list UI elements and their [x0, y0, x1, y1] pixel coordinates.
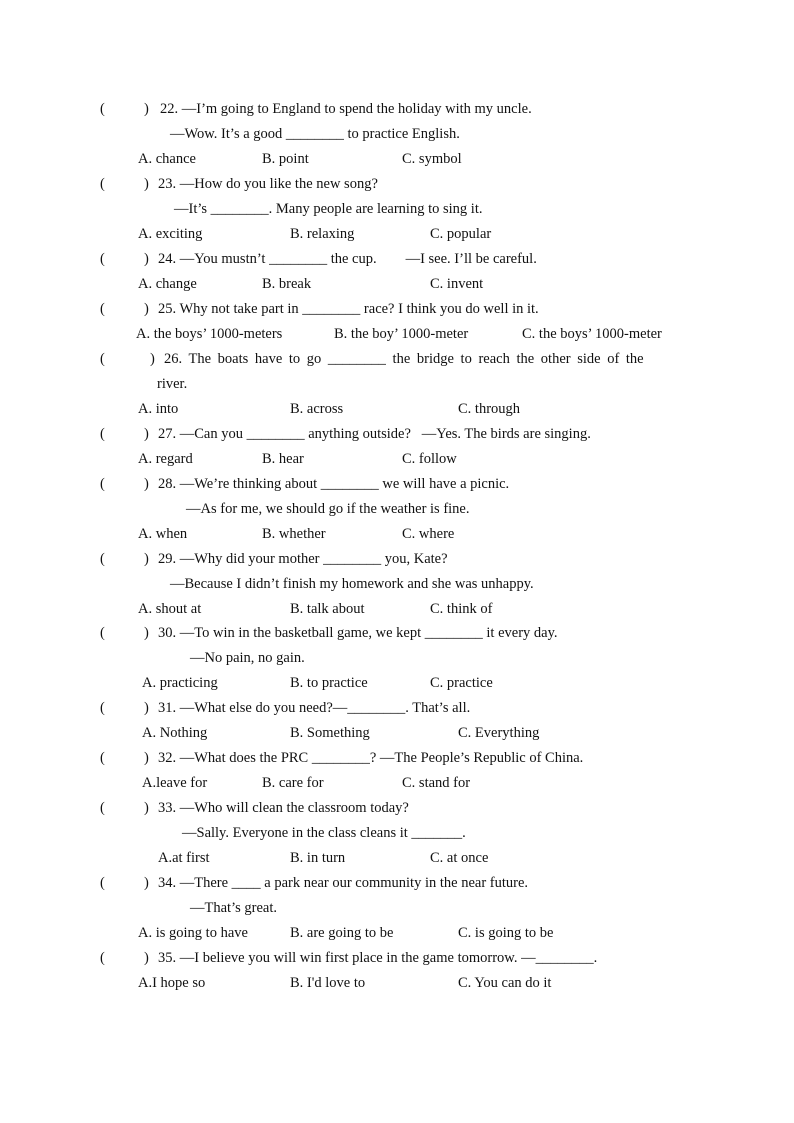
question-23 [100, 172, 710, 247]
option-b: B. to practice [290, 675, 368, 691]
question-reply: —That’s great. [190, 900, 277, 916]
question-stem: 30. —To win in the basketball game, we kept ________ it every day. [158, 625, 558, 641]
question-stem: 27. —Can you ________ anything outside? —Yes. The birds are singing. [158, 426, 591, 442]
option-c: C. through [458, 401, 521, 417]
question-22 [100, 97, 710, 172]
answer-paren-close: ) [150, 351, 155, 367]
question-31 [100, 696, 710, 746]
option-a: A. practicing [142, 675, 218, 691]
question-27 [100, 422, 710, 472]
question-24 [100, 247, 710, 297]
option-c: C. popular [430, 226, 492, 242]
answer-paren-close: ) [144, 476, 149, 492]
option-c: C. the boys’ 1000-meter [522, 326, 662, 342]
answer-paren-open: ( [100, 875, 105, 891]
option-c: C. is going to be [458, 925, 554, 941]
option-b: B. across [290, 401, 344, 417]
option-b: B. relaxing [290, 226, 355, 242]
question-25 [100, 297, 710, 347]
option-b: B. break [262, 276, 312, 292]
option-b: B. point [262, 151, 309, 167]
answer-paren-close: ) [144, 101, 149, 117]
answer-paren-close: ) [144, 950, 149, 966]
question-stem: 33. —Who will clean the classroom today? [158, 800, 409, 816]
option-a: A.I hope so [138, 975, 206, 991]
option-c: C. at once [430, 850, 489, 866]
answer-paren-close: ) [144, 426, 149, 442]
option-b: B. talk about [290, 601, 365, 617]
answer-paren-open: ( [100, 426, 105, 442]
question-stem: 26. The boats have to go ________ the bridge to reach the other side of the [164, 351, 644, 367]
option-c: C. follow [402, 451, 457, 467]
question-reply: —It’s ________. Many people are learning to sing it. [174, 201, 483, 217]
question-stem: 34. —There ____ a park near our community in the near future. [158, 875, 529, 891]
question-stem: 32. —What does the PRC ________? —The People’s Republic of China. [158, 750, 584, 766]
option-c: C. stand for [402, 775, 471, 791]
option-c: C. You can do it [458, 975, 552, 991]
answer-paren-close: ) [144, 551, 149, 567]
question-reply: —Because I didn’t finish my homework and she was unhappy. [170, 576, 534, 592]
answer-paren-close: ) [144, 625, 149, 641]
option-a: A.leave for [142, 775, 208, 791]
answer-paren-open: ( [100, 101, 105, 117]
option-a: A. the boys’ 1000-meters [136, 326, 283, 342]
question-35 [100, 946, 710, 996]
question-28 [100, 472, 710, 547]
question-stem: 25. Why not take part in ________ race? I think you do well in it. [158, 301, 539, 317]
option-b: B. in turn [290, 850, 346, 866]
option-b: B. care for [262, 775, 324, 791]
answer-paren-open: ( [100, 476, 105, 492]
question-stem: 28. —We’re thinking about ________ we will have a picnic. [158, 476, 510, 492]
option-a: A. change [138, 276, 197, 292]
option-c: C. invent [430, 276, 484, 292]
question-stem: 22. —I’m going to England to spend the holiday with my uncle. [160, 101, 532, 117]
option-c: C. symbol [402, 151, 462, 167]
answer-paren-close: ) [144, 875, 149, 891]
question-stem: 31. —What else do you need?—________. That’s all. [158, 700, 471, 716]
answer-paren-open: ( [100, 750, 105, 766]
answer-paren-open: ( [100, 800, 105, 816]
answer-paren-open: ( [100, 700, 105, 716]
option-c: C. Everything [458, 725, 540, 741]
answer-paren-open: ( [100, 301, 105, 317]
question-stem: 35. —I believe you will win first place in the game tomorrow. —________. [158, 950, 598, 966]
option-b: B. I'd love to [290, 975, 366, 991]
answer-paren-close: ) [144, 176, 149, 192]
answer-paren-open: ( [100, 251, 105, 267]
option-a: A. chance [138, 151, 196, 167]
option-b: B. Something [290, 725, 370, 741]
question-stem: 23. —How do you like the new song? [158, 176, 378, 192]
answer-paren-open: ( [100, 950, 105, 966]
question-reply: —As for me, we should go if the weather is fine. [186, 501, 470, 517]
question-stem-continued: river. [157, 376, 188, 392]
option-b: B. are going to be [290, 925, 394, 941]
option-a: A. regard [138, 451, 193, 467]
option-b: B. whether [262, 526, 326, 542]
question-29 [100, 547, 710, 622]
answer-paren-close: ) [144, 700, 149, 716]
answer-paren-open: ( [100, 625, 105, 641]
question-reply: —Sally. Everyone in the class cleans it _______. [182, 825, 466, 841]
answer-paren-open: ( [100, 551, 105, 567]
question-reply: —Wow. It’s a good ________ to practice English. [170, 126, 460, 142]
option-c: C. where [402, 526, 455, 542]
option-a: A. is going to have [138, 925, 248, 941]
question-stem: 24. —You mustn’t ________ the cup. —I see. I’ll be careful. [158, 251, 537, 267]
option-a: A. shout at [138, 601, 202, 617]
answer-paren-open: ( [100, 351, 105, 367]
question-reply: —No pain, no gain. [190, 650, 305, 666]
option-a: A. into [138, 401, 179, 417]
question-32 [100, 746, 710, 796]
answer-paren-close: ) [144, 301, 149, 317]
option-a: A. when [138, 526, 188, 542]
option-a: A. exciting [138, 226, 203, 242]
question-30 [100, 621, 710, 696]
question-33 [100, 796, 710, 871]
option-a: A.at first [158, 850, 210, 866]
question-stem: 29. —Why did your mother ________ you, Kate? [158, 551, 448, 567]
question-26 [100, 347, 710, 422]
option-b: B. hear [262, 451, 304, 467]
answer-paren-open: ( [100, 176, 105, 192]
question-34 [100, 871, 710, 946]
option-c: C. think of [430, 601, 493, 617]
answer-paren-close: ) [144, 750, 149, 766]
option-c: C. practice [430, 675, 493, 691]
option-b: B. the boy’ 1000-meter [334, 326, 469, 342]
option-a: A. Nothing [142, 725, 208, 741]
answer-paren-close: ) [144, 251, 149, 267]
answer-paren-close: ) [144, 800, 149, 816]
